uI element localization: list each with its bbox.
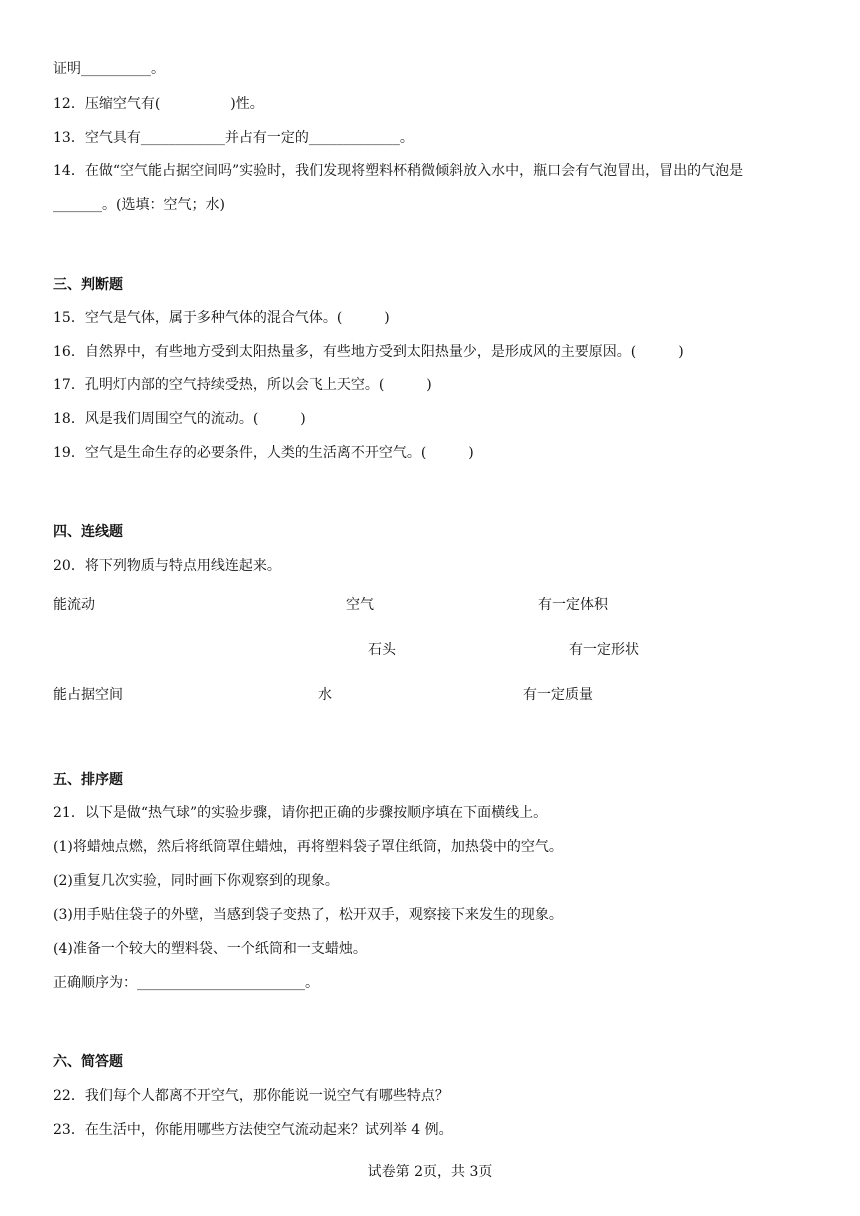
match-mid-2: 石头 xyxy=(368,642,396,658)
step-3: (3)用手贴住袋子的外壁，当感到袋子变热了，松开双手，观察接下来发生的现象。 xyxy=(53,907,563,923)
match-right-1: 有一定体积 xyxy=(538,597,608,613)
question-21: 21．以下是做“热气球”的实验步骤，请你把正确的步骤按顺序填在下面横线上。 xyxy=(53,805,548,821)
question-20: 20．将下列物质与特点用线连起来。 xyxy=(53,558,281,574)
match-left-2: 能占据空间 xyxy=(53,687,123,703)
step-4: (4)准备一个较大的塑料袋、一个纸筒和一支蜡烛。 xyxy=(53,941,367,957)
question-17: 17．孔明灯内部的空气持续受热，所以会飞上天空。( ) xyxy=(53,377,432,393)
question-14-line2: _______。(选填：空气；水) xyxy=(53,197,225,213)
section-3-heading: 三、判断题 xyxy=(53,277,123,293)
match-right-2: 有一定形状 xyxy=(569,642,639,658)
question-22: 22．我们每个人都离不开空气，那你能说一说空气有哪些特点？ xyxy=(53,1088,449,1104)
question-13: 13．空气具有____________并占有一定的_____________。 xyxy=(53,130,414,146)
order-answer-line: 正确顺序为：________________________。 xyxy=(53,975,319,991)
question-12: 12．压缩空气有( )性。 xyxy=(53,96,264,112)
question-18: 18．风是我们周围空气的流动。( ) xyxy=(53,411,306,427)
question-23: 23．在生活中，你能用哪些方法使空气流动起来？试列举 4 例。 xyxy=(53,1122,453,1138)
step-2: (2)重复几次实验，同时画下你观察到的现象。 xyxy=(53,873,339,889)
question-19: 19．空气是生命生存的必要条件，人类的生活离不开空气。( ) xyxy=(53,445,474,461)
question-16: 16．自然界中，有些地方受到太阳热量多，有些地方受到太阳热量少，是形成风的主要原因。( ) xyxy=(53,344,684,360)
match-mid-3: 水 xyxy=(318,687,332,703)
section-4-heading: 四、连线题 xyxy=(53,524,123,540)
question-11-tail: 证明__________。 xyxy=(53,61,165,77)
page-footer: 试卷第 2页，共 3页 xyxy=(367,1164,493,1180)
section-5-heading: 五、排序题 xyxy=(53,772,123,788)
match-mid-1: 空气 xyxy=(346,597,374,613)
step-1: (1)将蜡烛点燃，然后将纸筒罩住蜡烛，再将塑料袋子罩住纸筒，加热袋中的空气。 xyxy=(53,839,563,855)
question-15: 15．空气是气体，属于多种气体的混合气体。( ) xyxy=(53,310,390,326)
section-6-heading: 六、简答题 xyxy=(53,1054,123,1070)
match-left-1: 能流动 xyxy=(53,597,95,613)
question-14-line1: 14．在做“空气能占据空间吗”实验时，我们发现将塑料杯稍微倾斜放入水中，瓶口会有气泡冒出，冒出的气泡是 xyxy=(53,163,744,179)
match-right-3: 有一定质量 xyxy=(523,687,593,703)
